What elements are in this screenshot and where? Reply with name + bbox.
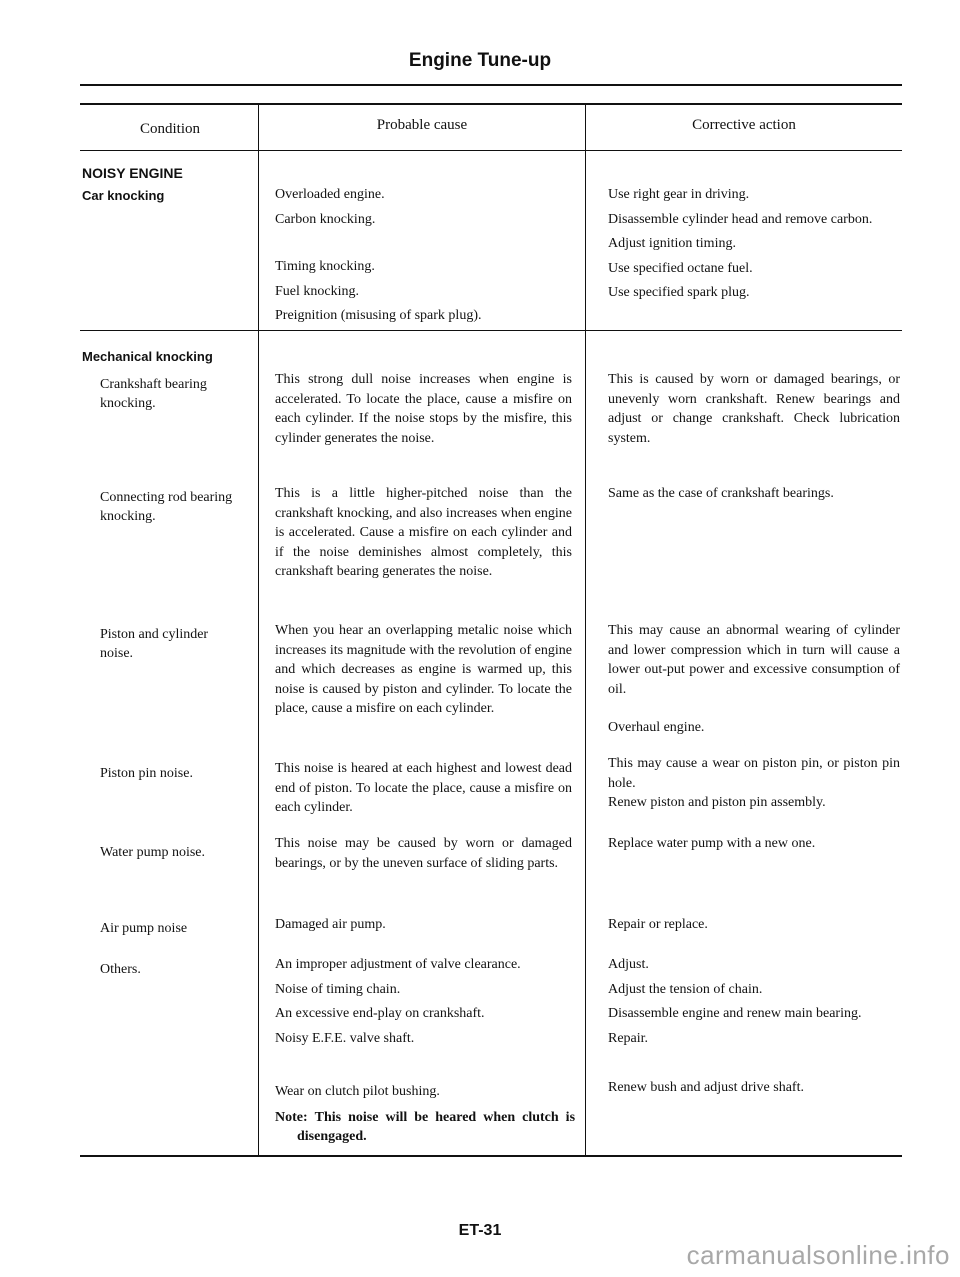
action-piston-pin [608, 754, 900, 813]
car-knocking-actions [608, 185, 900, 308]
cause-preignition: Preignition (misusing of spark plug). [275, 308, 482, 323]
action-disassemble-head: Disassemble cylinder head and remove carbon. [608, 211, 873, 227]
car-knocking-causes-2 [275, 257, 575, 331]
cause-fuel: Fuel knocking. [275, 283, 359, 299]
action-piston-pin-renew: Renew piston and piston pin assembly. [608, 795, 826, 810]
action-crankshaft: This is caused by worn or damaged bearings, or unevenly worn crankshaft. Renew bearings and adjust or change crankshaft. Check lubrication system. [608, 372, 900, 446]
cause-carbon: Carbon knocking. [275, 211, 376, 227]
causes-others [275, 955, 575, 1053]
condition-air-pump: Air pump noise [100, 921, 188, 936]
condition-others: Others. [100, 962, 141, 977]
action-water-pump: Replace water pump with a new one. [608, 836, 816, 851]
action-ignition-timing: Adjust ignition timing. [608, 236, 736, 251]
cause-overloaded: Overloaded engine. [275, 187, 385, 202]
cause-timing-chain: Noise of timing chain. [275, 981, 401, 997]
condition-water-pump: Water pump noise. [100, 845, 206, 860]
cause-efe-valve: Noisy E.F.E. valve shaft. [275, 1030, 415, 1046]
condition-crankshaft: Crankshaft bearing knocking. [100, 377, 207, 411]
action-repair: Repair. [608, 1030, 649, 1046]
note-label: Note: [275, 1109, 308, 1125]
header-corrective-action: Corrective action [692, 117, 796, 133]
clutch-note [275, 1108, 575, 1147]
header-probable-cause: Probable cause [376, 117, 468, 133]
condition-piston-pin: Piston pin noise. [100, 766, 193, 781]
page-number: ET-31 [458, 1222, 502, 1239]
cause-end-play: An excessive end-play on crankshaft. [275, 1006, 485, 1021]
cause-clutch-bushing [275, 1082, 575, 1147]
subsection-mechanical-knocking: Mechanical knocking [82, 349, 213, 364]
action-main-bearing: Disassemble engine and renew main bearing. [608, 1006, 862, 1021]
actions-others [608, 955, 900, 1053]
action-chain-tension: Adjust the tension of chain. [608, 981, 763, 997]
action-piston-pin-wear: This may cause a wear on piston pin, or piston pin hole. [608, 756, 900, 791]
header-condition: Condition [139, 121, 200, 137]
bottom-rule [80, 1155, 902, 1157]
action-right-gear: Use right gear in driving. [608, 187, 750, 202]
cause-crankshaft: This strong dull noise increases when engine is accelerated. To locate the place, cause a misfire on each cylinder. If the noise stops by the misfire, this cylinder generates the noise. [275, 372, 572, 446]
cause-conrod: This is a little higher-pitched noise than the crankshaft knocking, and also increases when engine is accelerated. Cause a misfire on each cylinder and if the noise deminishes almost completely, this crankshaft bearing generates the noise. [275, 486, 572, 579]
section-title: NOISY ENGINE [82, 165, 183, 181]
header-rule [80, 103, 902, 105]
note-text: This noise will be heared when clutch is disengaged. [297, 1109, 576, 1144]
action-air-pump: Repair or replace. [608, 917, 708, 932]
action-adjust: Adjust. [608, 957, 649, 972]
action-piston-cylinder: This may cause an abnormal wearing of cylinder and lower compression which in turn will cause a lower out-put power and excessive consumption of oil. [608, 623, 900, 697]
cause-air-pump: Damaged air pump. [275, 917, 386, 932]
condition-piston-cylinder: Piston and cylinder noise. [100, 627, 209, 661]
action-conrod: Same as the case of crankshaft bearings. [608, 486, 834, 501]
action-octane: Use specified octane fuel. [608, 260, 753, 276]
cause-piston-pin: This noise is heared at each highest and lowest dead end of piston. To locate the place, cause a misfire on each cylinder. [275, 761, 572, 815]
column-divider-2 [585, 104, 586, 1156]
cause-valve-clearance: An improper adjustment of valve clearance. [275, 957, 521, 972]
header-bottom-rule [80, 150, 902, 151]
car-knocking-causes-1 [275, 185, 575, 234]
watermark: carmanualsonline.info [686, 1240, 950, 1270]
action-spark-plug: Use specified spark plug. [608, 285, 750, 300]
action-overhaul: Overhaul engine. [608, 720, 705, 735]
cause-water-pump: This noise may be caused by worn or damaged bearings, or by the uneven surface of sliding parts. [275, 836, 572, 871]
cause-timing: Timing knocking. [275, 259, 375, 274]
column-divider-1 [258, 104, 259, 1156]
cause-clutch-wear: Wear on clutch pilot bushing. [275, 1084, 440, 1099]
action-clutch-bushing: Renew bush and adjust drive shaft. [608, 1080, 804, 1095]
condition-conrod: Connecting rod bearing knocking. [100, 490, 233, 524]
subsection-car-knocking: Car knocking [82, 188, 165, 203]
top-rule [80, 84, 902, 86]
cause-piston-cylinder: When you hear an overlapping metalic noise which increases its magnitude with the revolution of engine and which decreases as engine is warmed up, this noise is caused by piston and cylinder. To locate the place, cause a misfire on each cylinder. [275, 623, 572, 716]
page-title: Engine Tune-up [408, 50, 552, 71]
